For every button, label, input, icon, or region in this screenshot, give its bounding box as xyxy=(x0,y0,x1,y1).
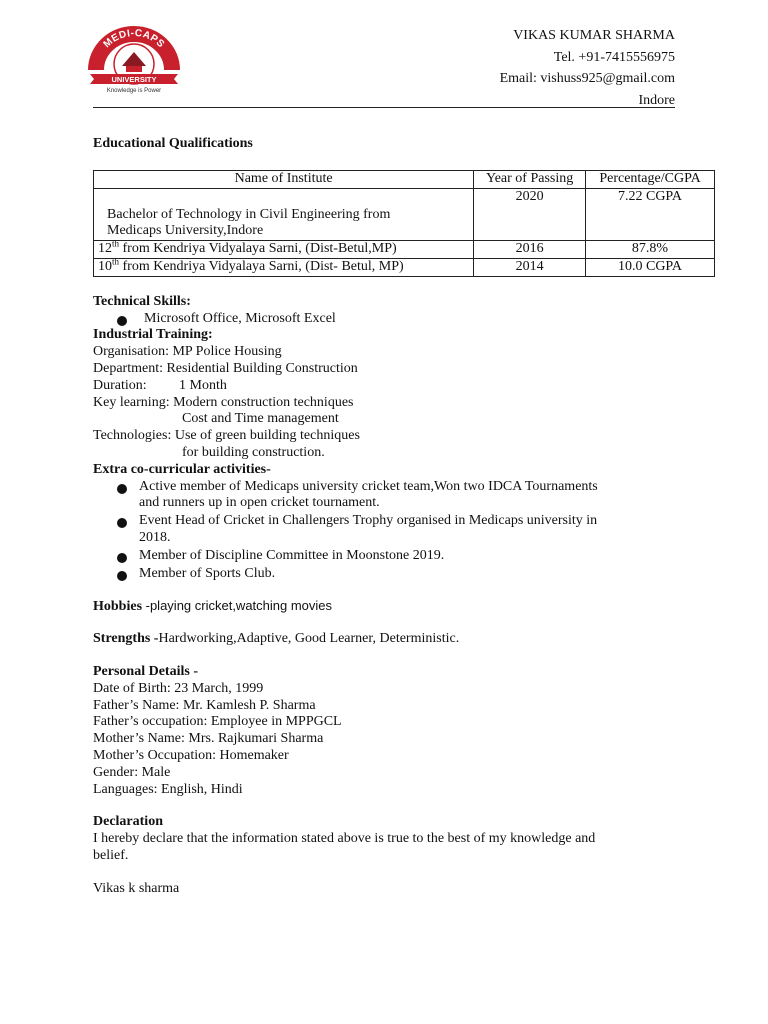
column-header: Name of Institute xyxy=(94,170,474,188)
personal-line: Father’s Name: Mr. Kamlesh P. Sharma xyxy=(93,697,316,713)
training-technologies-2: for building construction. xyxy=(182,444,325,460)
year-cell: 2020 xyxy=(474,188,586,241)
industrial-training-title: Industrial Training: xyxy=(93,327,213,343)
column-header: Percentage/CGPA xyxy=(586,170,715,188)
declaration-title: Declaration xyxy=(93,814,163,830)
training-technologies: Technologies: Use of green building techniques xyxy=(93,428,360,444)
education-title: Educational Qualifications xyxy=(93,136,253,151)
list-item: Member of Sports Club. xyxy=(93,566,723,583)
bullet-icon xyxy=(117,484,127,494)
list-item: Microsoft Office, Microsoft Excel xyxy=(93,311,723,328)
university-logo xyxy=(86,22,182,94)
list-item: Event Head of Cricket in Challengers Trophy organised in Medicaps university in 2018. xyxy=(93,513,723,547)
year-cell: 2016 xyxy=(474,241,586,259)
training-organisation: Organisation: MP Police Housing xyxy=(93,344,282,360)
score-cell: 10.0 CGPA xyxy=(586,258,715,276)
hobbies: Hobbies -playing cricket,watching movies xyxy=(93,598,333,615)
personal-line: Languages: English, Hindi xyxy=(93,781,243,797)
table-row xyxy=(94,258,715,276)
bullet-icon xyxy=(117,518,127,528)
personal-line: Date of Birth: 23 March, 1999 xyxy=(93,680,264,696)
training-department: Department: Residential Building Construction xyxy=(93,360,358,376)
bullet-icon xyxy=(117,553,127,563)
institute-cell: 12th from Kendriya Vidyalaya Sarni, (Dist-Betul,MP) xyxy=(94,241,474,259)
score-cell: 87.8% xyxy=(586,241,715,259)
personal-details-title: Personal Details - xyxy=(93,663,198,679)
training-key-learning: Key learning: Modern construction techniques xyxy=(93,394,354,410)
candidate-name: VIKAS KUMAR SHARMA xyxy=(513,28,675,43)
technical-skills-list xyxy=(93,311,723,328)
table-row xyxy=(94,241,715,259)
personal-line: Father’s occupation: Employee in MPPGCL xyxy=(93,714,342,730)
header-divider xyxy=(93,107,675,108)
table-row xyxy=(94,188,715,241)
contact-header xyxy=(500,25,675,111)
strengths: Strengths -Hardworking,Adaptive, Good Learner, Deterministic. xyxy=(93,631,460,647)
phone-number: Tel. +91-7415556975 xyxy=(553,49,675,65)
personal-line: Mother’s Occupation: Homemaker xyxy=(93,747,289,763)
technical-skills-title: Technical Skills: xyxy=(93,293,191,309)
declaration-text: I hereby declare that the information stated above is true to the best of my knowledge and xyxy=(93,831,596,847)
email-address: Email: vishuss925@gmail.com xyxy=(499,71,675,86)
personal-line: Gender: Male xyxy=(93,764,171,780)
list-item: Member of Discipline Committee in Moonstone 2019. xyxy=(93,548,723,565)
bullet-icon xyxy=(117,571,127,581)
logo-banner-text: UNIVERSITY xyxy=(111,75,157,84)
training-key-learning-2: Cost and Time management xyxy=(182,411,339,427)
medicaps-logo-icon xyxy=(86,22,182,94)
city: Indore xyxy=(638,92,675,108)
institute-cell: 10th from Kendriya Vidyalaya Sarni, (Dist- Betul, MP) xyxy=(94,258,474,276)
year-cell: 2014 xyxy=(474,258,586,276)
bullet-icon xyxy=(117,316,127,326)
training-duration: Duration: 1 Month xyxy=(93,377,227,393)
declaration-text-2: belief. xyxy=(93,847,129,863)
list-item: Active member of Medicaps university cricket team,Won two IDCA Tournaments and runners up in open cricket tournament. xyxy=(93,479,723,513)
institute-cell: Bachelor of Technology in Civil Engineering from Medicaps University,Indore xyxy=(94,188,474,241)
resume-body xyxy=(93,136,723,897)
extra-curricular-list xyxy=(93,479,723,583)
extra-curricular-title: Extra co-curricular activities- xyxy=(93,461,271,477)
table-header-row xyxy=(94,170,715,188)
column-header: Year of Passing xyxy=(474,170,586,188)
logo-tagline: Knowledge is Power xyxy=(106,88,162,94)
signature: Vikas k sharma xyxy=(93,880,180,896)
svg-text:MEDI-CAPS: MEDI-CAPS xyxy=(101,27,167,51)
education-table xyxy=(93,170,715,277)
score-cell: 7.22 CGPA xyxy=(586,188,715,241)
personal-line: Mother’s Name: Mrs. Rajkumari Sharma xyxy=(93,731,324,747)
